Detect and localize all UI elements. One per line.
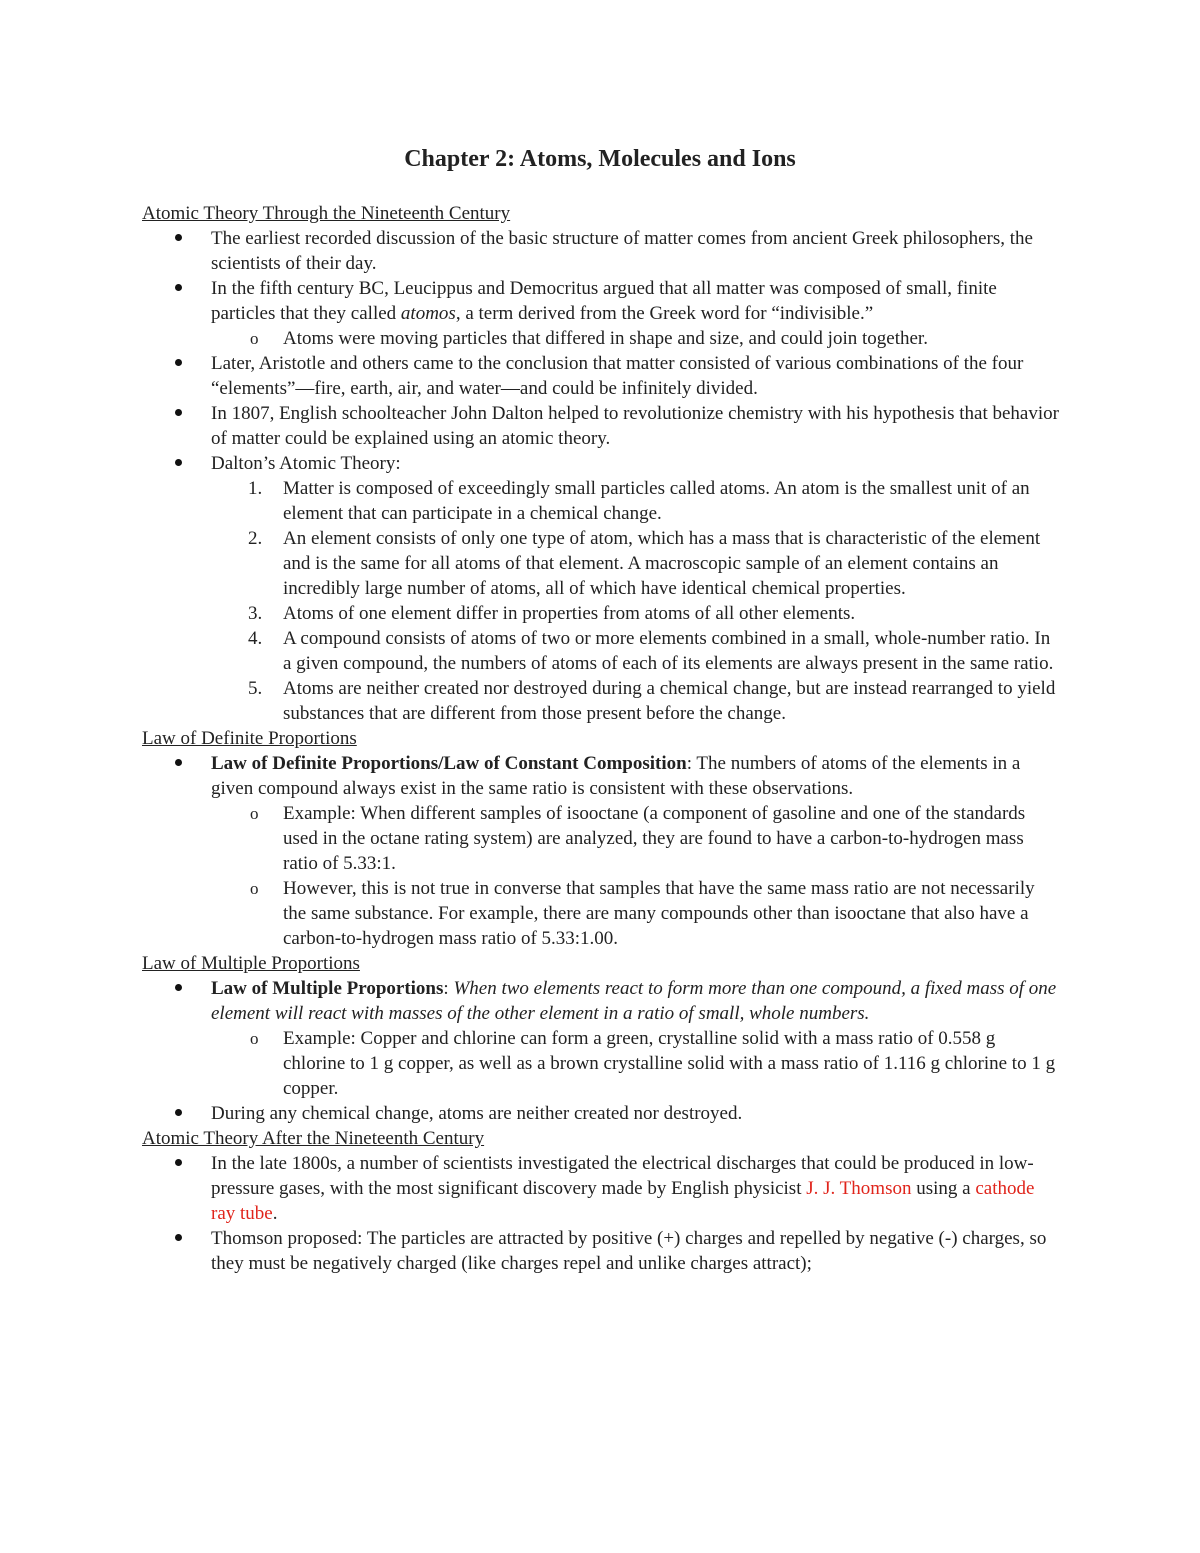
sub-bullet-icon: o: [250, 329, 259, 348]
item-number: 4.: [248, 628, 263, 649]
list-item: Dalton’s Atomic Theory:: [211, 453, 401, 474]
highlighted-term: cathode ray tube: [211, 1178, 1035, 1224]
list-item: During any chemical change, atoms are neither created nor destroyed.: [211, 1103, 743, 1124]
list-item: In the fifth century BC, Leucippus and Democritus argued that all matter was composed of small, finite particles that they called atomos, a term derived from the Greek word for “indivisible.”: [211, 278, 997, 324]
sub-bullet-icon: o: [250, 804, 259, 823]
bullet-list: [142, 1151, 1062, 1276]
section-heading: Law of Definite Proportions: [142, 728, 357, 749]
document-body: [142, 201, 1062, 1276]
sub-bullet-icon: o: [250, 879, 259, 898]
item-number: 5.: [248, 678, 263, 699]
item-number: 3.: [248, 603, 263, 624]
bullet-list: [142, 976, 1062, 1126]
list-item: In 1807, English schoolteacher John Dalton helped to revolutionize chemistry with his hypothesis that behavior of matter could be explained using an atomic theory.: [211, 403, 1059, 449]
sub-list-item: o Atoms were moving particles that differed in shape and size, and could join together.: [250, 328, 928, 349]
sub-list-item: o However, this is not true in converse that samples that have the same mass ratio are not necessarily the same substance. For example, there are many compounds other than isooctane that also have a carbon-to-hydrogen mass ratio of 5.33:1.00.: [250, 878, 1035, 949]
sub-bullet-icon: o: [250, 1029, 259, 1048]
list-item: Later, Aristotle and others came to the conclusion that matter consisted of various combinations of the four “elements”—fire, earth, air, and water—and could be infinitely divided.: [211, 353, 1024, 399]
numbered-item: 1. Matter is composed of exceedingly small particles called atoms. An atom is the smallest unit of an element that can participate in a chemical change.: [248, 478, 1030, 524]
list-item: Thomson proposed: The particles are attracted by positive (+) charges and repelled by negative (-) charges, so they must be negatively charged (like charges repel and unlike charges attract);: [211, 1228, 1047, 1274]
numbered-item: 3. Atoms of one element differ in properties from atoms of all other elements.: [248, 603, 856, 624]
bullet-list: [142, 226, 1062, 726]
list-item: Law of Multiple Proportions: When two elements react to form more than one compound, a fixed mass of one element will react with masses of the other element in a ratio of small, whole numbers.: [211, 978, 1057, 1024]
numbered-item: 4. A compound consists of atoms of two or more elements combined in a small, whole-number ratio. In a given compound, the numbers of atoms of each of its elements are always present in the same ratio.: [248, 628, 1054, 674]
bullet-list: [142, 751, 1062, 951]
list-item: Law of Definite Proportions/Law of Constant Composition: The numbers of atoms of the elements in a given compound always exist in the same ratio is consistent with these observations.: [211, 753, 1021, 799]
section-heading: Atomic Theory Through the Nineteenth Century: [142, 203, 511, 224]
list-item: The earliest recorded discussion of the basic structure of matter comes from ancient Greek philosophers, the scientists of their day.: [211, 228, 1033, 274]
numbered-item: 5. Atoms are neither created nor destroyed during a chemical change, but are instead rearranged to yield substances that are different from those present before the change.: [248, 678, 1056, 724]
section-heading: Law of Multiple Proportions: [142, 953, 360, 974]
page-title: Chapter 2: Atoms, Molecules and Ions: [404, 146, 796, 172]
section-heading: Atomic Theory After the Nineteenth Century: [142, 1128, 485, 1149]
item-number: 1.: [248, 478, 263, 499]
list-item: In the late 1800s, a number of scientists investigated the electrical discharges that could be produced in low-pressure gases, with the most significant discovery made by English physicist J. J. Thomson using a cathode ray tube.: [211, 1153, 1035, 1224]
sub-list-item: o Example: When different samples of isooctane (a component of gasoline and one of the standards used in the octane rating system) are analyzed, they are found to have a carbon-to-hydrogen mass ratio of 5.33:1.: [250, 803, 1026, 874]
highlighted-term: J. J. Thomson: [806, 1178, 912, 1199]
item-number: 2.: [248, 528, 263, 549]
sub-list-item: o Example: Copper and chlorine can form a green, crystalline solid with a mass ratio of 0.558 g chlorine to 1 g copper, as well as a brown crystalline solid with a mass ratio of 1.116 g chlorine to 1 g copper.: [250, 1028, 1056, 1099]
numbered-item: 2. An element consists of only one type of atom, which has a mass that is characteristic of the element and is the same for all atoms of that element. A macroscopic sample of an element contains an incredibly large number of atoms, all of which have identical chemical properties.: [248, 528, 1041, 599]
